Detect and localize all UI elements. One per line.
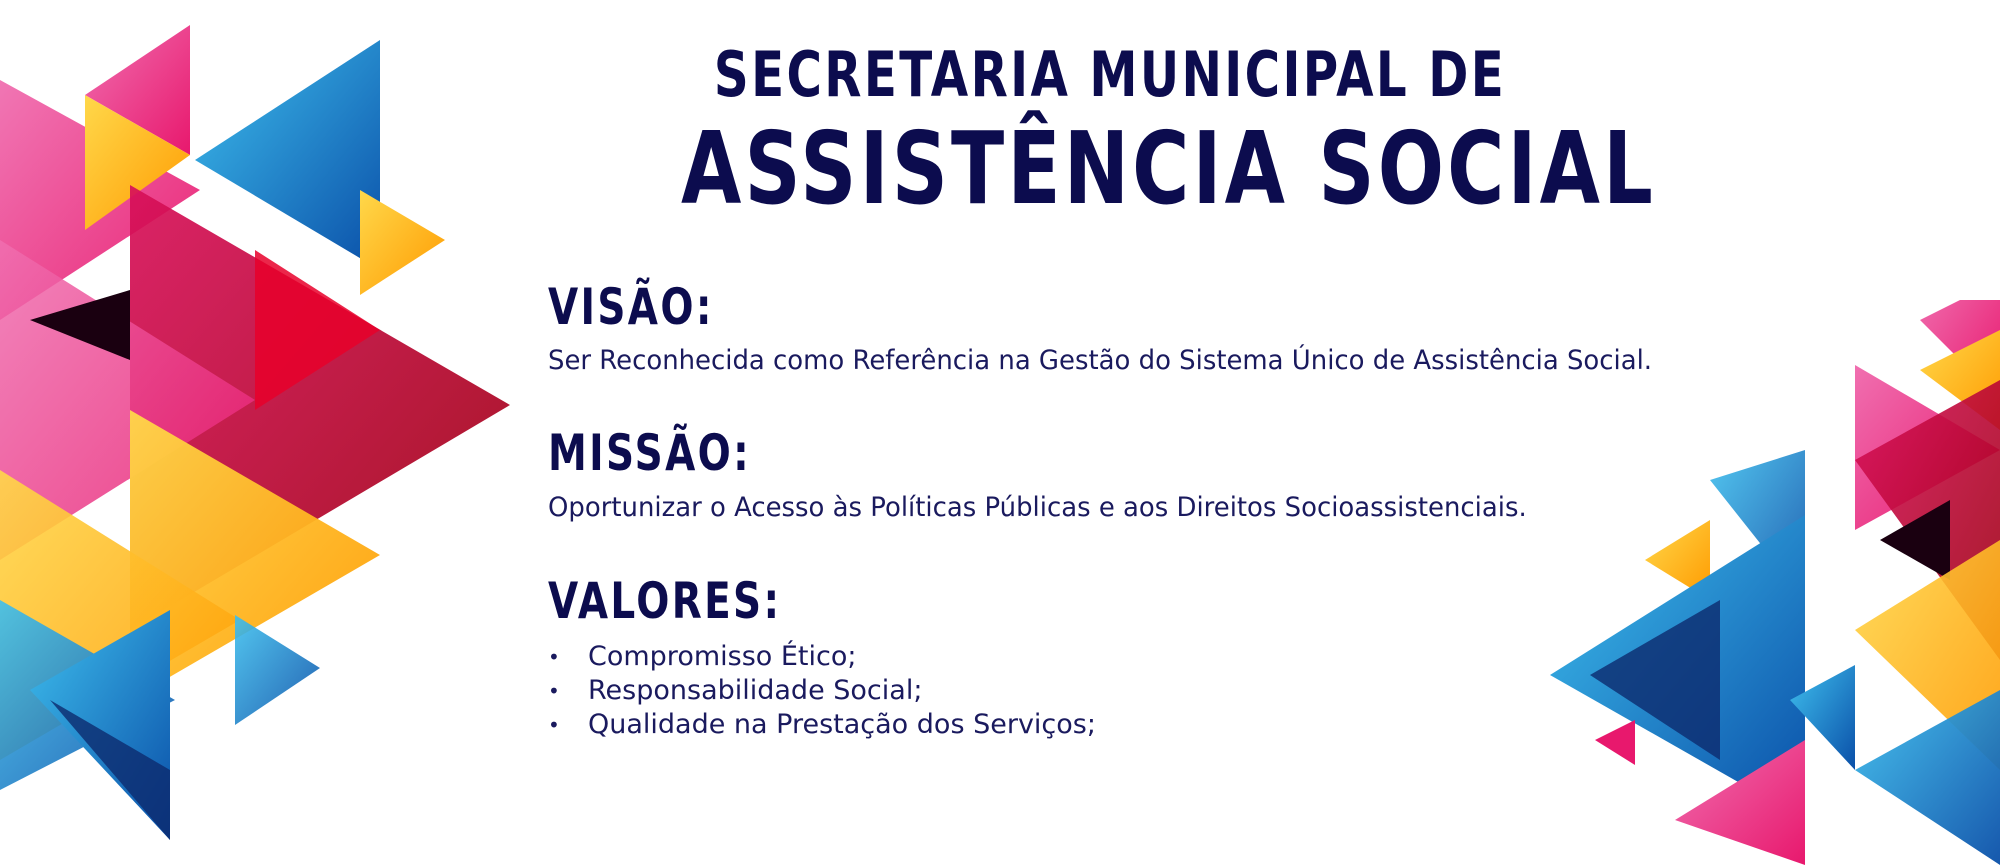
- bullet: •: [548, 679, 560, 703]
- missao-heading: MISSÃO:: [548, 424, 752, 482]
- header-title: ASSISTÊNCIA SOCIAL: [681, 110, 1656, 227]
- list-item: [548, 708, 1096, 742]
- list-item: [548, 640, 1096, 674]
- bullet: •: [548, 645, 560, 669]
- visao-text: Ser Reconhecida como Referência na Gestão do Sistema Único de Assistência Social.: [548, 345, 1653, 376]
- missao-text: Oportunizar o Acesso às Políticas Públicas e aos Direitos Socioassistenciais.: [548, 492, 1527, 523]
- left-triangle-decoration: [0, 0, 520, 865]
- valores-item-label: Qualidade na Prestação dos Serviços;: [588, 709, 1096, 740]
- valores-heading: VALORES:: [548, 572, 782, 630]
- right-triangle-decoration: [1550, 300, 2000, 865]
- visao-heading: VISÃO:: [548, 278, 714, 336]
- valores-item-label: Responsabilidade Social;: [588, 675, 923, 706]
- header-subtitle: SECRETARIA MUNICIPAL DE: [713, 38, 1507, 111]
- list-item: [548, 674, 1096, 708]
- valores-item-label: Compromisso Ético;: [588, 641, 857, 672]
- bullet: •: [548, 713, 560, 737]
- valores-list: [548, 640, 1096, 742]
